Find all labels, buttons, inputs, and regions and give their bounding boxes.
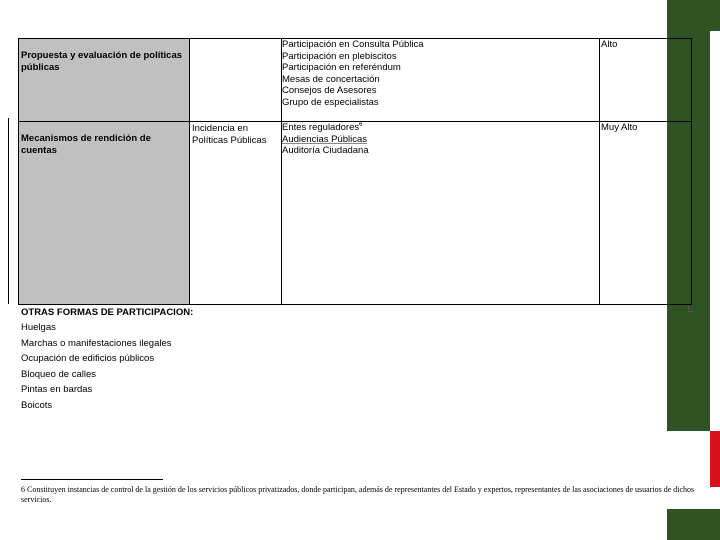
mechanisms-cell [281,121,599,305]
mechanisms-cell [281,38,599,121]
type-cell [189,38,281,121]
table-resize-handle[interactable] [688,306,694,312]
level-cell: Alto [601,39,618,50]
category-cell: Propuesta y evaluación de políticas públicas [18,38,189,121]
row-divider [18,121,692,122]
table-border [18,38,692,39]
decorative-band-top [667,0,720,31]
table-border [18,304,692,305]
margin-rule [8,118,9,304]
other-forms-title: OTRAS FORMAS DE PARTICIPACION: [21,307,194,318]
footnote-separator [21,479,163,480]
column-divider [189,38,190,305]
list-item: Marchas o manifestaciones ilegales [21,337,172,349]
mechanism-item: Entes reguladores$^6$ [282,121,363,133]
mechanism-item: Grupo de especialistas [282,96,379,108]
category-cell: Mecanismos de rendición de cuentas [18,121,189,305]
table-border [691,38,692,305]
level-cell: Muy Alto [601,122,638,133]
mechanism-item: Participación en plebiscitos [282,50,397,62]
list-item: Boicots [21,399,53,411]
column-divider [599,38,600,305]
footnote-text: 6 Constituyen instancias de control de la gestión de los servicios públicos privatizados, donde participan, además de representantes del Estado y expertos, representantes de las asociaciones de usuarios de dichos servicios. [21,485,695,504]
table-border [18,38,19,305]
list-item: Pintas en bardas [21,384,93,395]
participation-table [18,38,692,305]
mechanism-item: Participación en referéndum [282,62,401,73]
footnote-ref[interactable]: 6 [359,121,363,128]
mechanism-item: Participación en Consulta Pública [282,39,424,50]
list-item: Bloqueo de calles [21,368,96,380]
list-item: Ocupación de edificios públicos [21,353,155,364]
type-cell: Incidencia en Políticas Públicas [192,123,267,146]
column-divider [281,38,282,305]
decorative-band-bottom [667,509,720,540]
mechanism-item: Auditoría Ciudadana [282,145,369,156]
other-forms-section [21,306,193,413]
mechanism-item: Mesas de concertación [282,73,380,85]
mechanism-item: Consejos de Asesores [282,85,377,96]
decorative-band-red [710,431,720,487]
mechanism-item: Audiencias Públicas [282,133,368,145]
list-item: Huelgas [21,322,56,333]
decorative-band-strip [710,31,720,431]
other-forms-list [21,320,193,413]
